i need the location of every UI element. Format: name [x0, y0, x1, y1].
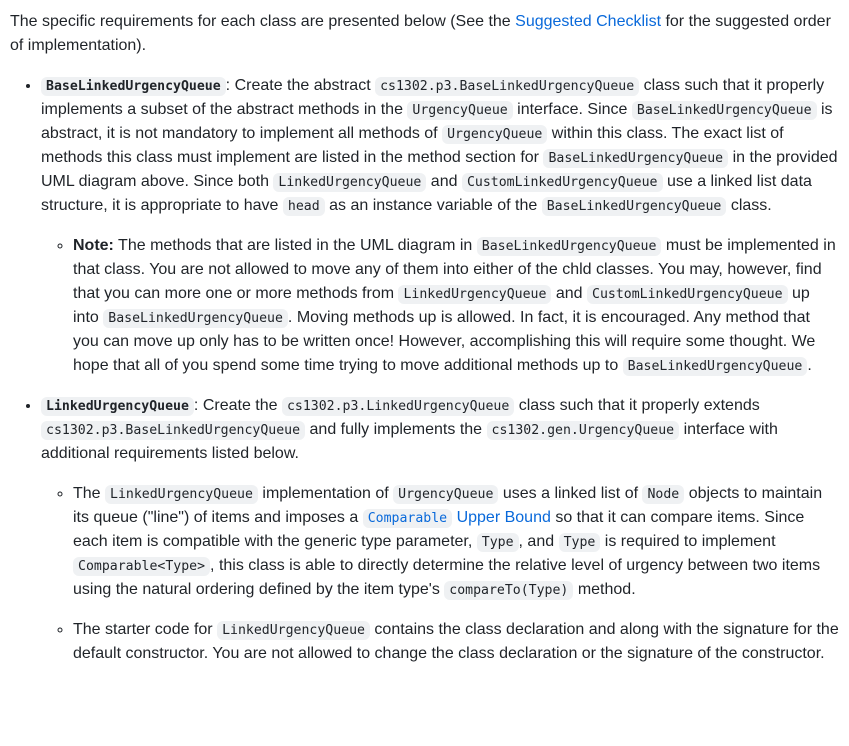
intro-text-after: for the suggested order of implementation). [10, 13, 831, 54]
class-name-code: BaseLinkedUrgencyQueue [41, 77, 226, 96]
inline-code: BaseLinkedUrgencyQueue [542, 197, 727, 216]
upper-bound-link[interactable]: Upper Bound [456, 509, 551, 526]
inline-code: BaseLinkedUrgencyQueue [632, 101, 817, 120]
inline-code: Node [642, 485, 684, 504]
inline-code: compareTo(Type) [444, 581, 573, 600]
text-run: , this class is able to directly determine the relative level of urgency between two items using the natural ordering defined by the item type's [73, 557, 821, 598]
text-run: and fully implements the [305, 421, 487, 438]
text-run: as an instance variable of the [324, 197, 542, 214]
text-run: up into [73, 285, 810, 326]
list-item-linked-urgency-queue [41, 394, 839, 666]
text-run: and [551, 285, 587, 302]
inline-code: Type [559, 533, 601, 552]
inline-code: UrgencyQueue [407, 101, 512, 120]
inline-code: LinkedUrgencyQueue [273, 173, 426, 192]
intro-paragraph [10, 10, 839, 58]
text-run: . [807, 357, 812, 374]
inline-code: BaseLinkedUrgencyQueue [623, 357, 808, 376]
text-run: implementation of [257, 485, 394, 502]
item-heading [41, 397, 194, 414]
inline-code: cs1302.gen.UrgencyQueue [487, 421, 680, 440]
inline-code: CustomLinkedUrgencyQueue [587, 285, 788, 304]
comparable-link[interactable]: Comparable [367, 511, 448, 526]
text-run: within this class. The exact list of methods this class must implement are listed in the method section for [41, 125, 784, 166]
text-run: use a linked list data structure, it is appropriate to have [41, 173, 812, 214]
inline-code: Comparable<Type> [73, 557, 210, 576]
inline-code: Type [477, 533, 519, 552]
text-run: interface with additional requirements listed below. [41, 421, 778, 462]
comparable-code-link[interactable] [363, 509, 452, 528]
text-run: in the provided UML diagram above. Since both [41, 149, 838, 190]
text-run: contains the class declaration and along with the signature for the default constructor. You are not allowed to change the class declaration or the signature of the constructor. [73, 621, 839, 662]
requirements-list [10, 74, 839, 666]
note-item [73, 234, 839, 378]
suggested-checklist-link[interactable]: Suggested Checklist [515, 13, 662, 30]
text-run: interface. Since [512, 101, 632, 118]
inline-code: cs1302.p3.BaseLinkedUrgencyQueue [375, 77, 639, 96]
note-label: Note: [73, 237, 114, 254]
text-run: so that it can compare items. Since each item is compatible with the generic type parameter, [73, 509, 805, 550]
inline-code: UrgencyQueue [442, 125, 547, 144]
text-run: The starter code for [73, 621, 218, 638]
list-item-base-linked-urgency-queue [41, 74, 839, 378]
inline-code: BaseLinkedUrgencyQueue [103, 309, 288, 328]
text-run: objects to maintain its queue ("line") of items and imposes a [73, 485, 823, 526]
inline-code: BaseLinkedUrgencyQueue [477, 237, 662, 256]
intro-text-before: The specific requirements for each class are presented below (See the [10, 13, 516, 30]
inline-code: head [283, 197, 325, 216]
text-run: must be implemented in that class. You are not allowed to move any of them into either of the chld classes. You may, however, find that you can more one or more methods from [73, 237, 836, 302]
text-run: class such that it properly extends [514, 397, 760, 414]
text-run: : Create the [193, 397, 282, 414]
sublist [41, 234, 839, 378]
inline-code: LinkedUrgencyQueue [398, 285, 551, 304]
text-run: is abstract, it is not mandatory to implement all methods of [41, 101, 833, 142]
text-run: is required to implement [600, 533, 776, 550]
text-run: The [73, 485, 106, 502]
sub-item-starter-code [73, 618, 839, 666]
sub-item-implementation [73, 482, 839, 602]
text-run: The methods that are listed in the UML diagram in [113, 237, 477, 254]
text-run: class. [726, 197, 772, 214]
item-heading [41, 77, 226, 94]
inline-code: BaseLinkedUrgencyQueue [543, 149, 728, 168]
text-run: : Create the abstract [225, 77, 376, 94]
inline-code: cs1302.p3.BaseLinkedUrgencyQueue [41, 421, 305, 440]
sublist [41, 482, 839, 666]
inline-code: cs1302.p3.LinkedUrgencyQueue [282, 397, 514, 416]
text-run: and [426, 173, 462, 190]
class-name-code: LinkedUrgencyQueue [41, 397, 194, 416]
text-run: . Moving methods up is allowed. In fact, it is encouraged. Any method that you can move up only has to be written once! However, accomplishing this will require some thought. We hope that all of you spend some time trying to move additional methods up to [73, 309, 816, 374]
text-run: method. [573, 581, 636, 598]
inline-code: LinkedUrgencyQueue [105, 485, 258, 504]
text-run: class such that it properly implements a subset of the abstract methods in the [41, 77, 825, 118]
text-run: uses a linked list of [498, 485, 643, 502]
inline-code: UrgencyQueue [393, 485, 498, 504]
inline-code: CustomLinkedUrgencyQueue [462, 173, 663, 192]
inline-code: LinkedUrgencyQueue [217, 621, 370, 640]
text-run: , and [518, 533, 559, 550]
